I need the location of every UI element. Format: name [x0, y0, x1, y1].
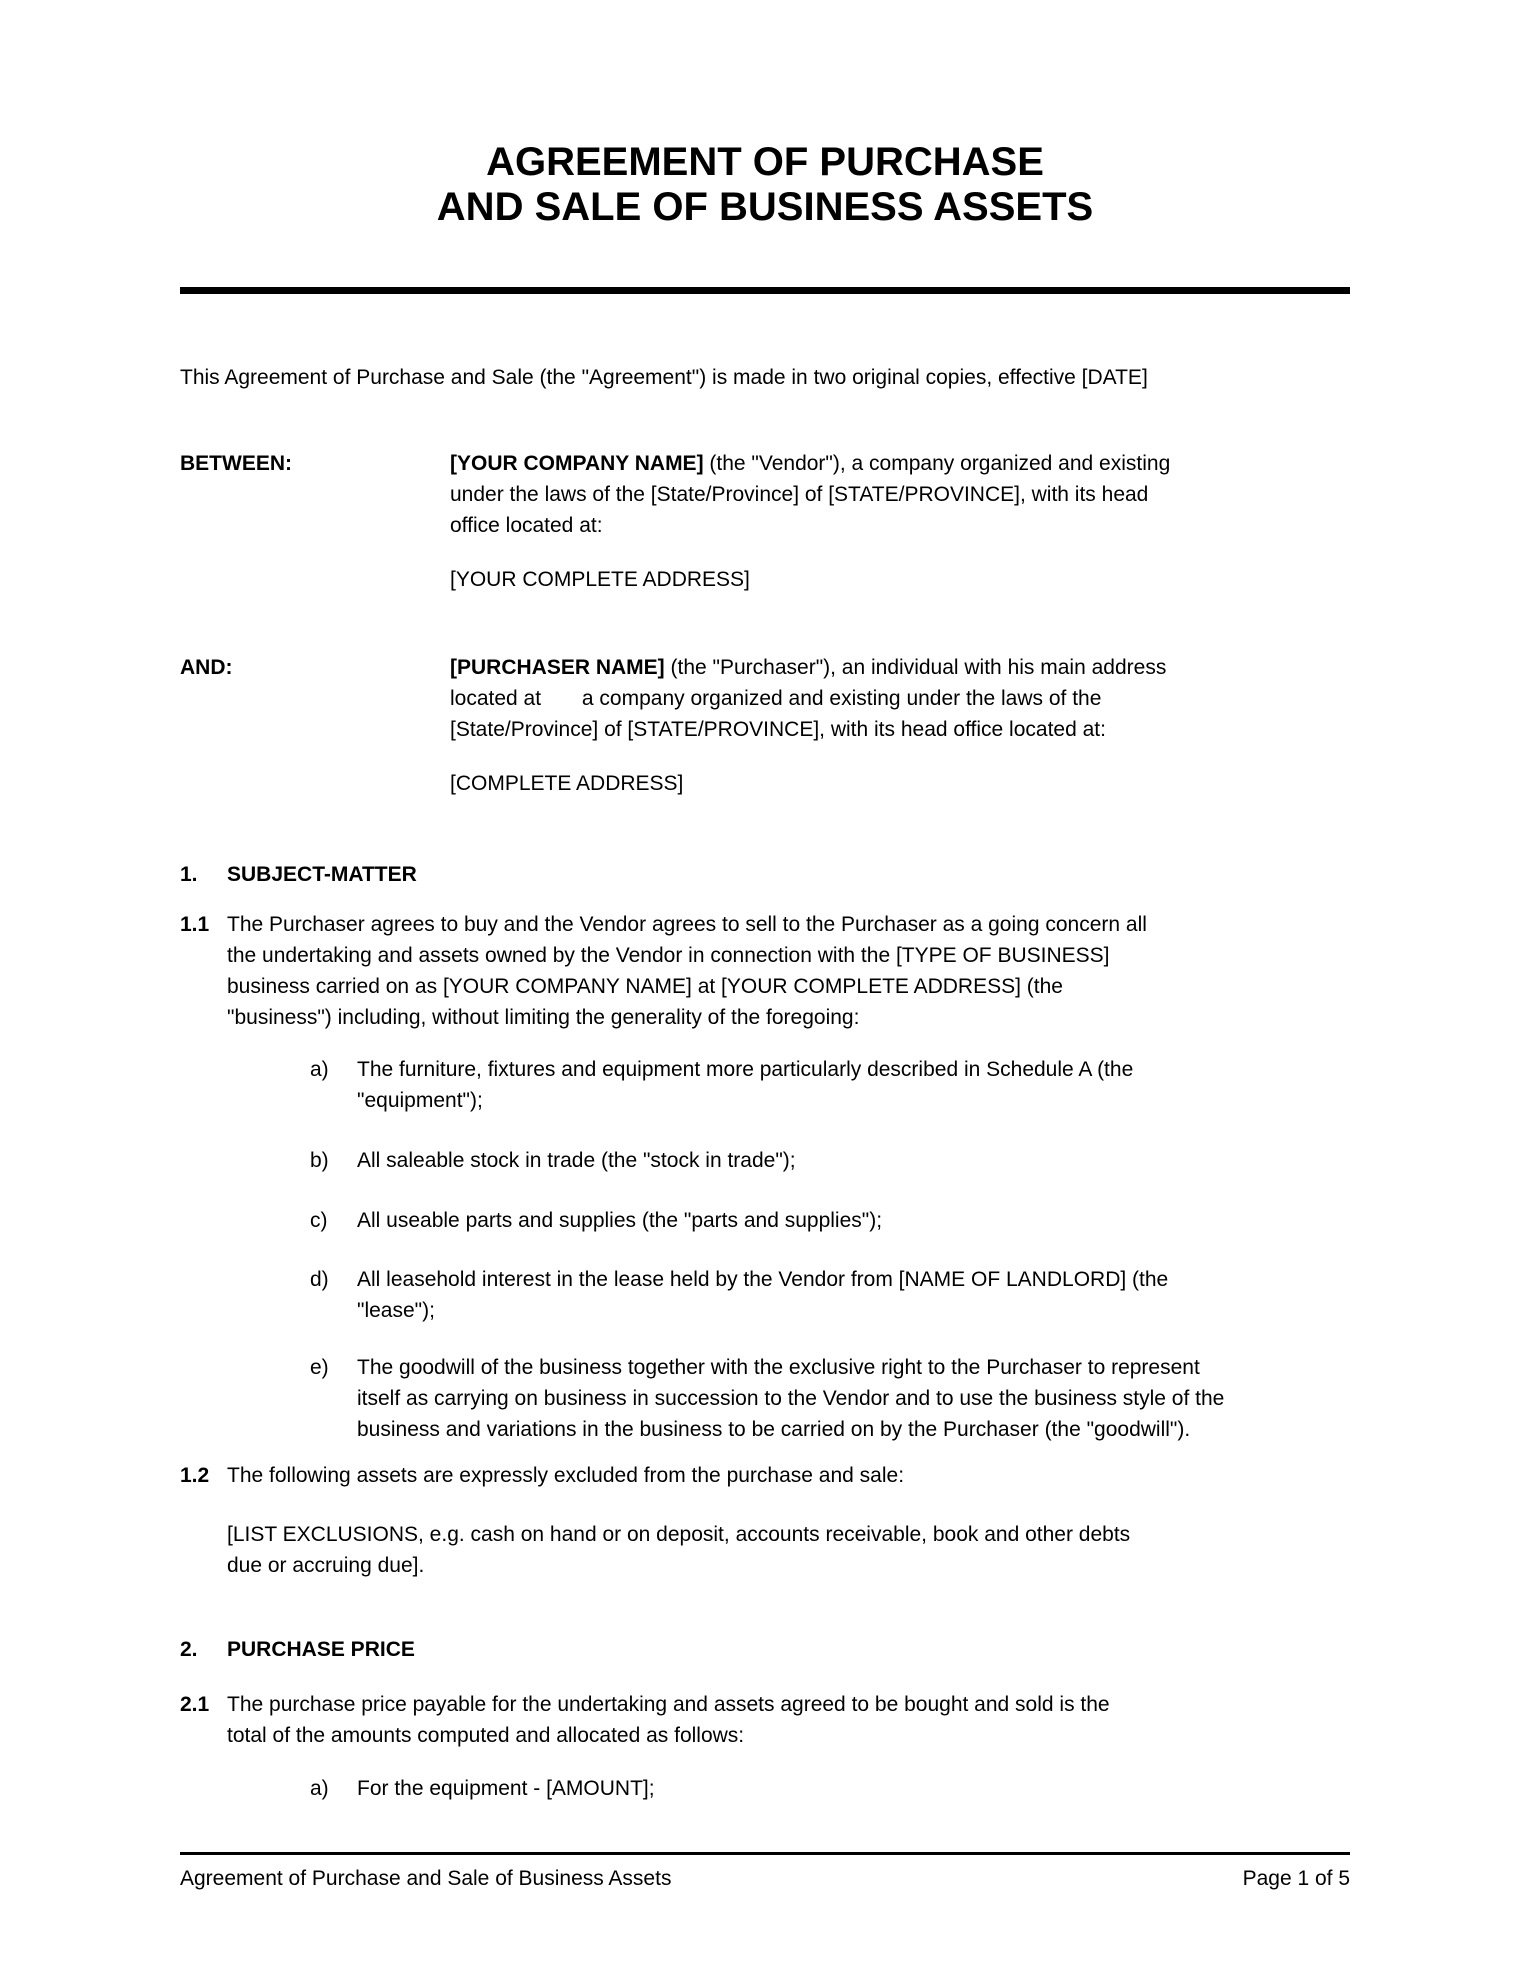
section-2-heading: [180, 1634, 1350, 1665]
between-label: BETWEEN:: [180, 452, 292, 475]
vendor-name-placeholder: [YOUR COMPANY NAME]: [450, 452, 704, 475]
list-item-c: [310, 1205, 1350, 1236]
document-title-line2: AND SALE OF BUSINESS ASSETS: [436, 185, 1094, 229]
vendor-description-rest: (the "Vendor"), a company organized and existing: [703, 452, 1171, 475]
clause-2-1: [180, 1689, 1350, 1751]
list-item-d-line2: "lease");: [357, 1299, 435, 1322]
list-item-c-line1: All useable parts and supplies (the "parts and supplies");: [357, 1209, 883, 1232]
exclusions-line1: [LIST EXCLUSIONS, e.g. cash on hand or on deposit, accounts receivable, book and other debts: [227, 1523, 1131, 1546]
vendor-description-line3: office located at:: [450, 514, 603, 537]
exclusions-line2: due or accruing due].: [227, 1554, 425, 1577]
clause-1-1-line1: The Purchaser agrees to buy and the Vendor agrees to sell to the Purchaser as a going concern all: [227, 913, 1147, 936]
list-item-a-line1: The furniture, fixtures and equipment more particularly described in Schedule A (the: [357, 1058, 1134, 1081]
list-item-equipment-amount-text: For the equipment - [AMOUNT];: [357, 1777, 655, 1800]
section-1-heading: [180, 859, 1350, 890]
list-item-c-text: [357, 1205, 1350, 1236]
title-divider-rule: [180, 287, 1350, 294]
list-item-e-marker: e): [310, 1356, 329, 1379]
list-item-a-text: [357, 1054, 1350, 1116]
section-1-title: SUBJECT-MATTER: [227, 863, 417, 886]
list-item-b: [310, 1145, 1350, 1176]
clause-2-1-line1: The purchase price payable for the undertaking and assets agreed to be bought and sold is the: [227, 1693, 1110, 1716]
list-item-a-marker: a): [310, 1058, 329, 1081]
vendor-description-line1: [450, 448, 1350, 479]
clause-2-1-text: [227, 1689, 1350, 1751]
document-title: [180, 140, 1350, 230]
section-1-number: 1.: [180, 863, 198, 886]
list-item-b-line1: All saleable stock in trade (the "stock in trade");: [357, 1149, 796, 1172]
list-item-a-line2: "equipment");: [357, 1089, 483, 1112]
list-item-e-line3: business and variations in the business to be carried on by the Purchaser (the "goodwill").: [357, 1418, 1191, 1441]
clause-1-2: [180, 1460, 1350, 1491]
list-item-b-text: [357, 1145, 1350, 1176]
purchaser-description-line2: located at a company organized and existing under the laws of the: [450, 687, 1102, 710]
vendor-description-line2: under the laws of the [State/Province] of [STATE/PROVINCE], with its head: [450, 483, 1149, 506]
list-item-equipment-amount-marker: a): [310, 1777, 329, 1800]
list-item-a: [310, 1054, 1350, 1116]
list-item-b-marker: b): [310, 1149, 329, 1172]
clause-1-1-line4: "business") including, without limiting the generality of the foregoing:: [227, 1006, 860, 1029]
section-2-number: 2.: [180, 1638, 198, 1661]
purchaser-description-rest: (the "Purchaser"), an individual with his main address: [664, 656, 1167, 679]
clause-2-1-line2: total of the amounts computed and allocated as follows:: [227, 1724, 745, 1747]
purchaser-name-placeholder: [PURCHASER NAME]: [450, 656, 665, 679]
page-footer: [180, 1852, 1350, 1894]
vendor-address-placeholder: [YOUR COMPLETE ADDRESS]: [450, 568, 750, 591]
document-title-line1: AGREEMENT OF PURCHASE: [486, 140, 1044, 184]
clause-1-1-line3: business carried on as [YOUR COMPANY NAME] at [YOUR COMPLETE ADDRESS] (the: [227, 975, 1063, 998]
purchaser-description-line1: [450, 652, 1350, 683]
clause-1-1-number: 1.1: [180, 913, 210, 936]
clause-1-2-number: 1.2: [180, 1464, 210, 1487]
clause-1-1: [180, 909, 1350, 1033]
list-item-d: [310, 1264, 1350, 1326]
list-item-d-line1: All leasehold interest in the lease held by the Vendor from [NAME OF LANDLORD] (the: [357, 1268, 1169, 1291]
clause-1-1-text: [227, 909, 1350, 1033]
clause-2-1-number: 2.1: [180, 1693, 210, 1716]
footer-page-number: Page 1 of 5: [1242, 1867, 1350, 1890]
list-item-d-marker: d): [310, 1268, 329, 1291]
between-block: [180, 448, 1350, 595]
list-item-equipment-amount: [310, 1773, 1350, 1804]
list-item-e-line1: The goodwill of the business together with the exclusive right to the Purchaser to represent: [357, 1356, 1200, 1379]
list-item-d-text: [357, 1264, 1350, 1326]
clause-1-2-text: The following assets are expressly excluded from the purchase and sale:: [227, 1464, 905, 1487]
between-text: [450, 448, 1350, 595]
intro-paragraph: This Agreement of Purchase and Sale (the "Agreement") is made in two original copies, effective [DATE]: [180, 366, 1148, 389]
exclusions-placeholder: [227, 1519, 1350, 1581]
purchaser-description-line3: [State/Province] of [STATE/PROVINCE], with its head office located at:: [450, 718, 1106, 741]
list-item-e: [310, 1352, 1350, 1445]
list-item-e-line2: itself as carrying on business in succession to the Vendor and to use the business style of the: [357, 1387, 1225, 1410]
clause-1-1-line2: the undertaking and assets owned by the Vendor in connection with the [TYPE OF BUSINESS]: [227, 944, 1110, 967]
list-item-c-marker: c): [310, 1209, 328, 1232]
section-2-title: PURCHASE PRICE: [227, 1638, 415, 1661]
and-label: AND:: [180, 656, 233, 679]
list-item-e-text: [357, 1352, 1350, 1445]
purchaser-address-placeholder: [COMPLETE ADDRESS]: [450, 772, 684, 795]
and-block: [180, 652, 1350, 799]
footer-document-name: Agreement of Purchase and Sale of Business Assets: [180, 1867, 672, 1890]
and-text: [450, 652, 1350, 799]
